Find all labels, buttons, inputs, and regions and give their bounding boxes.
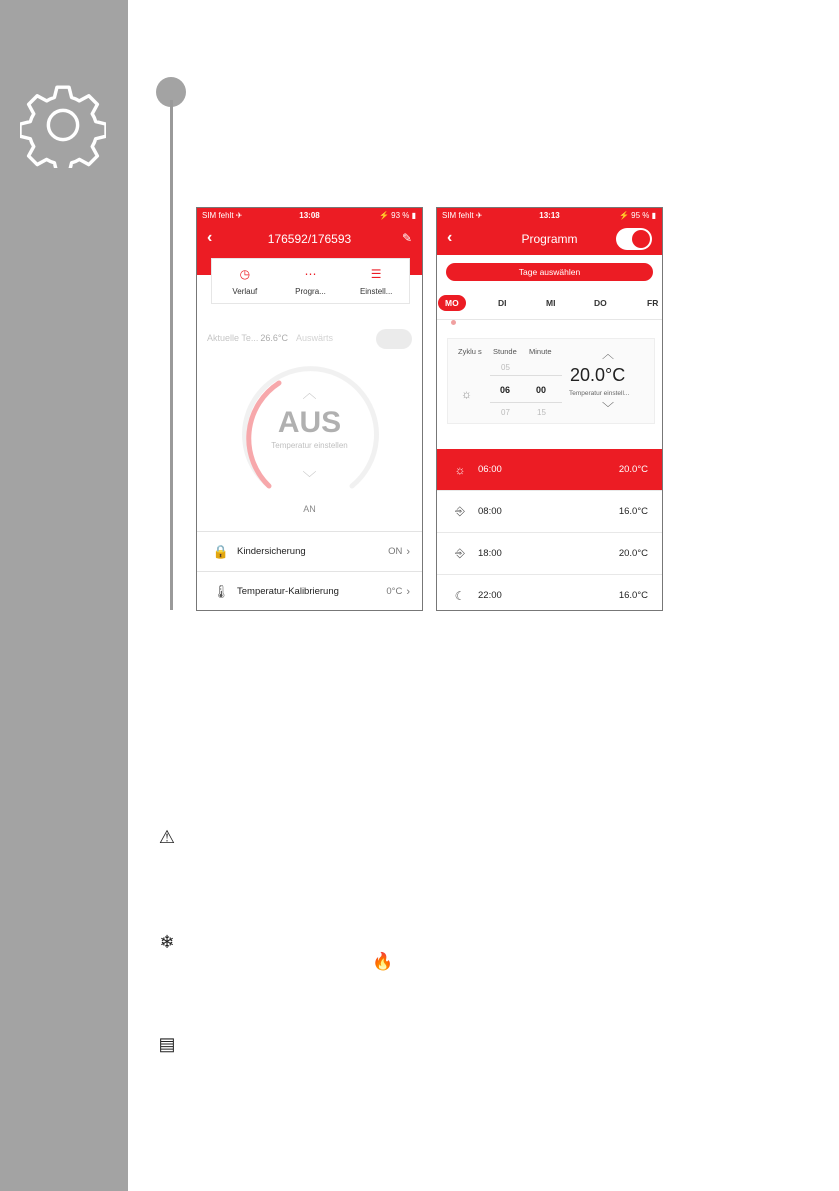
hour-next: 07	[501, 408, 510, 417]
current-temp-row	[207, 333, 412, 343]
nav-bar	[437, 223, 662, 255]
program-time: 22:00	[478, 590, 502, 601]
status-bar	[197, 208, 422, 223]
carrier-text: SIM fehlt ✈	[442, 211, 483, 220]
sunrise-icon[interactable]: ☼	[461, 387, 472, 401]
day-indicator	[451, 320, 456, 325]
battery-text: ⚡ 93 % ▮	[378, 211, 416, 220]
program-temp: 20.0°C	[618, 464, 648, 475]
program-toggle[interactable]	[616, 228, 652, 250]
program-row[interactable]	[437, 449, 662, 491]
device-title: 176592/176593	[267, 232, 352, 246]
temp-sub-label: Temperatur einstell...	[569, 390, 630, 397]
program-time: 06:00	[478, 464, 502, 475]
program-row[interactable]	[437, 575, 662, 611]
snowflake-icon: ❄	[159, 932, 175, 952]
mode-off-label: AUS	[277, 406, 342, 439]
program-temp: 16.0°C	[618, 506, 648, 517]
timeline-line	[170, 100, 173, 610]
carrier-text: SIM fehlt ✈	[202, 211, 243, 220]
tab-label: Verlauf	[232, 287, 258, 296]
day-tab-mo[interactable]: MO	[438, 295, 466, 311]
setting-label: Kindersicherung	[237, 546, 306, 557]
edit-icon[interactable]: ✎	[401, 231, 412, 245]
select-days-button[interactable]: Tage auswählen	[446, 263, 653, 281]
no-heating-icon: ⚠	[158, 827, 176, 847]
lock-icon: 🔒	[212, 543, 230, 559]
list-icon: ☰	[370, 267, 382, 281]
picker-divider	[490, 402, 562, 403]
phone-screen-program	[436, 207, 663, 611]
child-lock-row[interactable]	[197, 531, 422, 571]
temp-value: 20.0°C	[570, 365, 626, 385]
current-temp-label: Aktuelle Te...	[207, 333, 259, 343]
chevron-right-icon: ›	[406, 585, 410, 598]
program-temp: 20.0°C	[618, 548, 648, 559]
back-icon[interactable]: ‹	[447, 229, 453, 246]
day-tab-fr[interactable]: FR	[647, 298, 659, 308]
day-tabs	[437, 294, 662, 320]
temp-up-icon[interactable]: ︿	[602, 347, 615, 361]
program-row[interactable]	[437, 533, 662, 575]
time-temp-picker	[447, 338, 655, 424]
setting-value: 0°C	[386, 586, 403, 597]
clock-icon: ◷	[239, 267, 251, 281]
day-tab-di[interactable]: DI	[498, 298, 507, 308]
display-icon: ▤	[158, 1034, 176, 1054]
gear-icon	[20, 82, 106, 168]
hour-prev: 05	[501, 363, 510, 372]
temp-down-icon[interactable]: ﹀	[602, 401, 615, 415]
status-bar	[437, 208, 662, 223]
setting-label: Temperatur-Kalibrierung	[237, 586, 339, 597]
chevron-right-icon: ›	[406, 545, 410, 558]
side-bar	[0, 0, 128, 1191]
minute-value[interactable]: 00	[536, 385, 547, 395]
day-tab-do[interactable]: DO	[594, 298, 607, 308]
status-time: 13:13	[539, 211, 560, 220]
sunrise-icon: ☼	[454, 462, 466, 477]
thermostat-panel-disabled	[197, 323, 422, 523]
picker-divider	[490, 375, 562, 376]
cycle-header: Zyklu s	[458, 347, 482, 356]
mode-on-label[interactable]: AN	[303, 504, 316, 514]
phone-screen-settings	[196, 207, 423, 611]
tab-label: Progra...	[295, 287, 326, 296]
thermometer-icon: 🌡	[212, 583, 230, 599]
program-title: Programm	[521, 232, 578, 246]
set-temp-label: Temperatur einstellen	[271, 441, 348, 450]
program-time: 18:00	[478, 548, 502, 559]
moon-icon: ☾	[454, 588, 466, 603]
flame-icon: 🔥	[372, 952, 394, 971]
door-in-icon: ⎆	[455, 546, 465, 560]
away-toggle[interactable]	[376, 329, 412, 349]
dots-icon: ⋯	[304, 267, 317, 281]
calibration-row[interactable]	[197, 571, 422, 611]
minute-next: 15	[537, 408, 546, 417]
battery-text: ⚡ 95 % ▮	[618, 211, 656, 220]
status-time: 13:08	[299, 211, 320, 220]
chevron-down-icon[interactable]: ﹀	[302, 470, 317, 486]
hour-header: Stunde	[493, 347, 517, 356]
tab-bar	[211, 258, 410, 304]
program-row[interactable]	[437, 491, 662, 533]
tab-program[interactable]	[278, 259, 344, 303]
tab-settings[interactable]	[343, 259, 409, 303]
program-time: 08:00	[478, 506, 502, 517]
tab-history[interactable]	[212, 259, 278, 303]
hour-value[interactable]: 06	[500, 385, 511, 395]
nav-bar	[197, 223, 422, 255]
tab-label: Einstell...	[359, 287, 393, 296]
back-icon[interactable]: ‹	[207, 229, 213, 246]
program-temp: 16.0°C	[618, 590, 648, 601]
chevron-up-icon[interactable]: ︿	[302, 385, 317, 401]
current-temp-value: 26.6°C	[260, 333, 288, 343]
setting-value: ON	[388, 546, 403, 557]
minute-header: Minute	[529, 347, 552, 356]
door-out-icon: ⎆	[455, 504, 465, 518]
day-tab-mi[interactable]: MI	[546, 298, 556, 308]
away-label: Auswärts	[296, 333, 334, 343]
